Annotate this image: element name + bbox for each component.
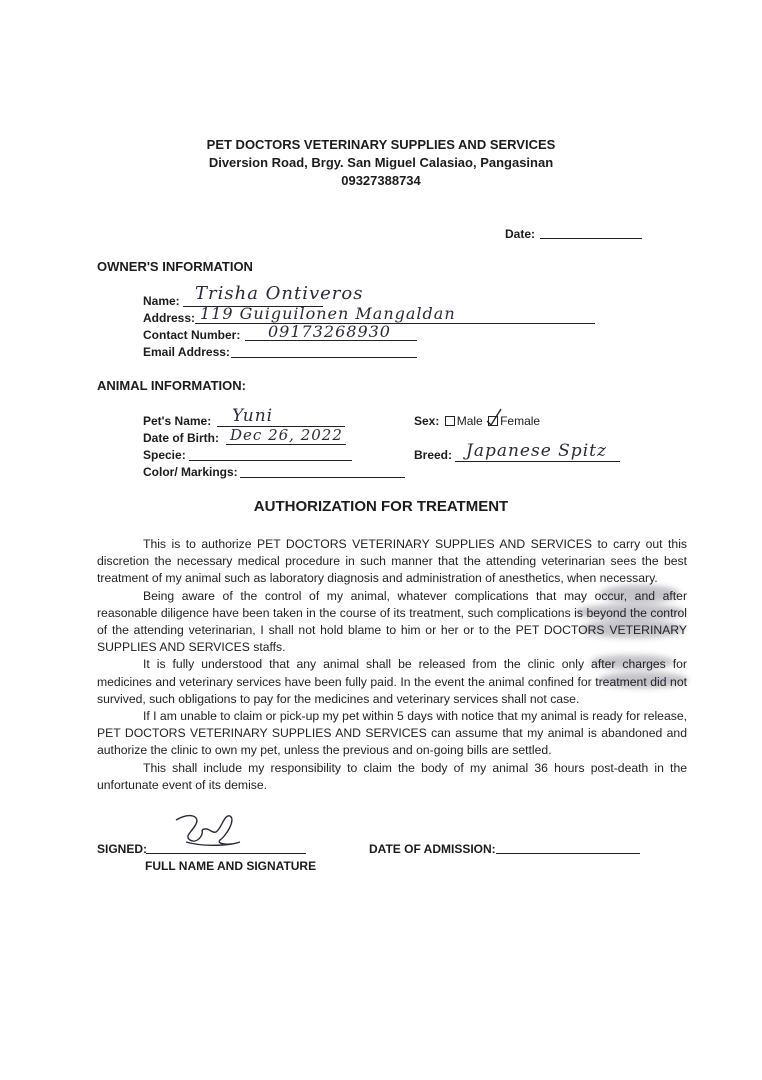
ink-smudge [580,620,685,638]
owner-section-title: OWNER'S INFORMATION [97,259,253,274]
date-of-admission-line[interactable] [496,853,640,854]
specie-label: Specie: [143,448,186,462]
checkmark-icon [486,408,502,426]
contact-number-label: Contact Number: [143,328,241,342]
authorization-title: AUTHORIZATION FOR TREATMENT [253,498,509,515]
owner-name-value: Trisha Ontiveros [195,283,364,304]
date-label: Date: [505,227,536,241]
handwritten-signature [172,806,244,854]
male-option-label: Male [456,414,483,428]
company-name: PET DOCTORS VETERINARY SUPPLIES AND SERVICES [206,137,556,152]
breed-value: Japanese Spitz [466,441,607,461]
owner-address-value: 119 Guiguilonen Mangaldan [200,304,456,323]
authorization-paragraph: This shall include my responsibility to claim the body of my animal 36 hours post-death in the unfortunate event of its demise. [97,760,687,792]
female-option-label: Female [500,414,541,428]
pet-name-label: Pet's Name: [143,414,212,428]
email-line[interactable] [231,357,417,358]
ink-smudge [600,585,680,603]
owner-address-line[interactable] [195,323,595,324]
company-phone: 09327388734 [341,173,421,188]
color-markings-line[interactable] [240,477,405,478]
dob-line[interactable] [226,444,346,445]
sex-label: Sex: [414,414,440,428]
dob-label: Date of Birth: [143,431,219,445]
specie-line[interactable] [189,460,352,461]
owner-name-label: Name: [143,294,180,308]
authorization-paragraph: This is to authorize PET DOCTORS VETERINARY SUPPLIES AND SERVICES to carry out this discretion the necessary medical procedure in such manner that the attending veterinarian sees the best treatment of my animal such as laboratory diagnosis and administration of anesthetics, when necessary. [97,537,687,586]
animal-section-title: ANIMAL INFORMATION: [97,378,246,393]
male-checkbox[interactable] [445,416,455,426]
date-field-line[interactable] [540,238,642,239]
email-label: Email Address: [143,345,230,359]
authorization-paragraph: Being aware of the control of my animal, whatever complications that may occur, and after reasonable diligence have been taken in the course of its treatment, such complications is beyond the control of the attending veterinarian, I shall not hold blame to him or her or to the PET DOCTORS VETERINARY SUPPLIES AND SERVICES staffs. [97,588,687,655]
authorization-paragraph: It is fully understood that any animal shall be released from the clinic only after charges for medicines and veterinary services have been fully paid. In the event the animal confined for treatment did not survived, such obligations to pay for the medicines and veterinary services shall not case. [97,657,687,706]
signed-label: SIGNED: [97,842,148,856]
female-checkbox[interactable] [488,416,498,426]
breed-label: Breed: [414,448,453,462]
company-address: Diversion Road, Brgy. San Miguel Calasiao, Pangasinan [208,155,554,170]
owner-address-label: Address: [143,311,196,325]
pet-name-value: Yuni [232,406,274,426]
sex-field [414,413,540,429]
ink-smudge [598,672,688,688]
ink-smudge [590,655,675,669]
authorization-paragraph: If I am unable to claim or pick-up my pet within 5 days with notice that my animal is ready for release, PET DOCTORS VETERINARY SUPPLIES AND SERVICES can assume that my animal is abandoned and authorize the clinic to own my pet, unless the previous and on-going bills are settled. [97,709,687,758]
signature-caption: FULL NAME AND SIGNATURE [145,859,317,873]
color-markings-label: Color/ Markings: [143,465,238,479]
contact-number-value: 09173268930 [268,322,391,341]
date-of-admission-label: DATE OF ADMISSION: [369,842,496,856]
breed-line[interactable] [455,461,620,462]
ink-smudge [575,604,685,620]
dob-value: Dec 26, 2022 [230,426,343,444]
